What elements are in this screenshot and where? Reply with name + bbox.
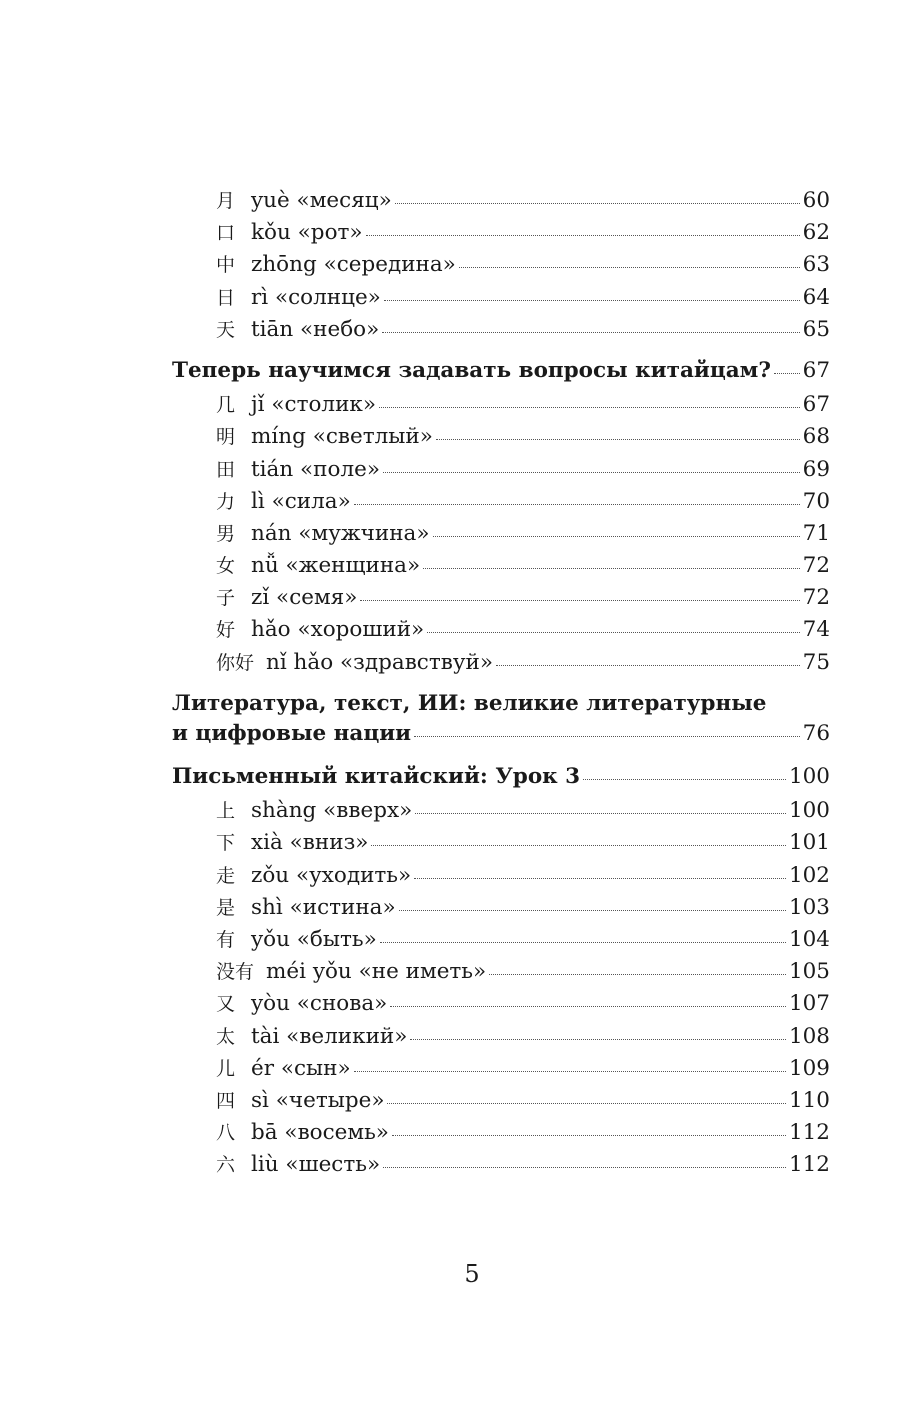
dot-leader: [380, 942, 786, 943]
toc-entry[interactable]: [172, 551, 830, 583]
toc-page-number: 112: [788, 1152, 830, 1178]
toc-section-title-line: Литература, текст, ИИ: великие литературные: [172, 690, 767, 716]
toc-entry-title: ér «сын»: [251, 1055, 351, 1081]
hanzi-glyph: 四: [216, 1089, 236, 1112]
hanzi-glyph: 下: [216, 832, 236, 855]
toc-entry-title: lì «сила»: [251, 488, 351, 514]
toc-entry[interactable]: [172, 648, 830, 680]
toc-entry-title: sì «четыре»: [251, 1087, 385, 1113]
toc-entry-title: hǎo «хороший»: [251, 617, 425, 643]
toc-entry[interactable]: [172, 1086, 830, 1118]
toc-page-number: 67: [802, 357, 830, 383]
toc-section[interactable]: [172, 764, 830, 796]
dot-leader: [410, 1039, 786, 1040]
toc-section[interactable]: [172, 721, 830, 753]
dot-leader: [390, 1006, 786, 1007]
toc-entry[interactable]: [172, 455, 830, 487]
toc-entry[interactable]: [172, 1118, 830, 1150]
toc-section-title: Письменный китайский: Урок 3: [172, 764, 581, 789]
toc-entry-title: xià «вниз»: [251, 830, 369, 856]
hanzi-glyph: 口: [216, 222, 236, 245]
hanzi-glyph: 月: [216, 190, 236, 212]
toc-entry[interactable]: [172, 615, 830, 647]
toc-page-number: 60: [802, 188, 830, 213]
toc-entry[interactable]: [172, 1054, 830, 1086]
toc-page-number: 62: [802, 220, 830, 246]
toc-entry[interactable]: [172, 218, 830, 250]
dot-leader: [366, 235, 800, 236]
hanzi-glyph: 你好: [216, 651, 255, 674]
toc-entry[interactable]: [172, 390, 830, 422]
toc-page-number: 103: [788, 894, 830, 920]
dot-leader: [383, 472, 800, 473]
toc-entry[interactable]: [172, 315, 830, 347]
toc-entry-title: jǐ «столик»: [251, 392, 376, 418]
toc-page-number: 100: [788, 764, 830, 789]
hanzi-glyph: 走: [216, 864, 236, 887]
toc-page-number: 112: [788, 1120, 830, 1146]
toc-entry-title: yuè «месяц»: [251, 188, 392, 213]
page-number: 5: [464, 1260, 480, 1288]
toc-section-title: Теперь научимся задавать вопросы китайцам?: [172, 357, 771, 383]
dot-leader: [427, 632, 799, 633]
hanzi-glyph: 上: [216, 800, 236, 823]
dot-leader: [414, 736, 800, 737]
toc-entry-title: liù «шесть»: [251, 1152, 381, 1178]
toc-entry[interactable]: [172, 283, 830, 315]
dot-leader: [360, 600, 799, 601]
toc-entry[interactable]: [172, 487, 830, 519]
toc-entry-title: nǚ «женщина»: [251, 553, 421, 579]
dot-leader: [387, 1103, 785, 1104]
toc-entry[interactable]: [172, 1150, 830, 1182]
hanzi-glyph: 太: [216, 1025, 236, 1048]
dot-leader: [354, 504, 800, 505]
toc-page-number: 63: [802, 252, 830, 278]
toc-entry[interactable]: [172, 250, 830, 282]
toc-entry-title: shàng «вверх»: [251, 798, 413, 824]
toc-page-number: 74: [802, 617, 830, 643]
dot-leader: [371, 845, 786, 846]
hanzi-glyph: 力: [216, 490, 236, 513]
dot-leader: [383, 1167, 786, 1168]
dot-leader: [583, 779, 786, 780]
toc-entry[interactable]: [172, 925, 830, 957]
toc-section-title: и цифровые нации: [172, 720, 412, 746]
toc-page-number: 108: [788, 1023, 830, 1049]
toc-page-number: 104: [788, 926, 830, 952]
dot-leader: [496, 665, 800, 666]
hanzi-glyph: 田: [216, 458, 236, 481]
toc-entry-title: tiān «небо»: [251, 316, 380, 342]
toc-entry-title: míng «светлый»: [251, 424, 433, 450]
hanzi-glyph: 日: [216, 286, 236, 309]
dot-leader: [414, 878, 786, 879]
dot-leader: [382, 332, 799, 333]
toc-page-number: 100: [788, 798, 830, 824]
toc-page-number: 70: [802, 488, 830, 514]
hanzi-glyph: 六: [216, 1154, 236, 1177]
toc-page-number: 67: [802, 392, 830, 418]
toc-entry-title: rì «солнце»: [251, 284, 381, 310]
toc-page-number: 109: [788, 1055, 830, 1081]
toc-page-number: 71: [802, 520, 830, 546]
toc-section[interactable]: [172, 358, 830, 390]
hanzi-glyph: 好: [216, 619, 236, 642]
dot-leader: [489, 974, 786, 975]
toc-page-number: 72: [802, 553, 830, 579]
toc-entry-title: shì «истина»: [251, 894, 396, 920]
dot-leader: [354, 1071, 786, 1072]
dot-leader: [384, 300, 800, 301]
hanzi-glyph: 没有: [216, 961, 255, 984]
hanzi-glyph: 几: [216, 394, 236, 417]
toc-entry[interactable]: [172, 583, 830, 615]
toc-entry[interactable]: [172, 519, 830, 551]
toc-entry-title: kǒu «рот»: [251, 220, 363, 246]
toc-entry[interactable]: [172, 957, 830, 989]
dot-leader: [395, 203, 800, 204]
toc-page-number: 107: [788, 991, 830, 1017]
hanzi-glyph: 又: [216, 993, 236, 1016]
toc-entry-title: tián «поле»: [251, 456, 380, 482]
toc-entry-title: yǒu «быть»: [251, 926, 377, 952]
toc-page-number: 68: [802, 424, 830, 450]
dot-leader: [379, 407, 800, 408]
hanzi-glyph: 男: [216, 522, 236, 545]
toc-entry[interactable]: [172, 828, 830, 860]
dot-leader: [433, 536, 800, 537]
toc-entry-title: méi yǒu «не иметь»: [266, 959, 487, 985]
hanzi-glyph: 有: [216, 928, 236, 951]
hanzi-glyph: 是: [216, 896, 236, 919]
toc-entry[interactable]: [172, 1022, 830, 1054]
toc-entry-title: tài «великий»: [251, 1023, 408, 1049]
toc-entry-title: zǐ «семя»: [251, 585, 358, 611]
toc-entry-title: zhōng «середина»: [251, 252, 456, 278]
toc-entry-title: nǐ hǎo «здравствуй»: [266, 649, 493, 675]
dot-leader: [436, 439, 800, 440]
dot-leader: [399, 910, 786, 911]
hanzi-glyph: 八: [216, 1122, 236, 1145]
hanzi-glyph: 天: [216, 318, 236, 341]
toc-page-number: 72: [802, 585, 830, 611]
toc-entry-title: yòu «снова»: [251, 991, 388, 1017]
toc-page-number: 75: [802, 649, 830, 675]
toc-entry[interactable]: [172, 893, 830, 925]
toc-entry-title: zǒu «уходить»: [251, 862, 412, 888]
toc-entry[interactable]: [172, 422, 830, 454]
toc-entry[interactable]: [172, 186, 830, 218]
toc-page-number: 69: [802, 456, 830, 482]
toc-entry[interactable]: [172, 861, 830, 893]
table-of-contents: [172, 186, 830, 1182]
toc-entry[interactable]: [172, 796, 830, 828]
toc-page-number: 65: [802, 316, 830, 342]
toc-page-number: 105: [788, 959, 830, 985]
dot-leader: [423, 568, 800, 569]
hanzi-glyph: 女: [216, 555, 236, 578]
dot-leader: [459, 267, 800, 268]
hanzi-glyph: 子: [216, 587, 236, 610]
toc-entry[interactable]: [172, 989, 830, 1021]
dot-leader: [774, 373, 800, 374]
toc-page-number: 102: [788, 862, 830, 888]
dot-leader: [392, 1135, 786, 1136]
hanzi-glyph: 儿: [216, 1057, 236, 1080]
toc-entry-title: bā «восемь»: [251, 1120, 389, 1146]
toc-page-number: 101: [788, 830, 830, 856]
hanzi-glyph: 中: [216, 254, 236, 277]
toc-entry-title: nán «мужчина»: [251, 520, 430, 546]
toc-page-number: 110: [788, 1087, 830, 1113]
toc-page-number: 64: [802, 284, 830, 310]
dot-leader: [415, 813, 786, 814]
toc-page-number: 76: [802, 720, 830, 746]
hanzi-glyph: 明: [216, 426, 236, 449]
